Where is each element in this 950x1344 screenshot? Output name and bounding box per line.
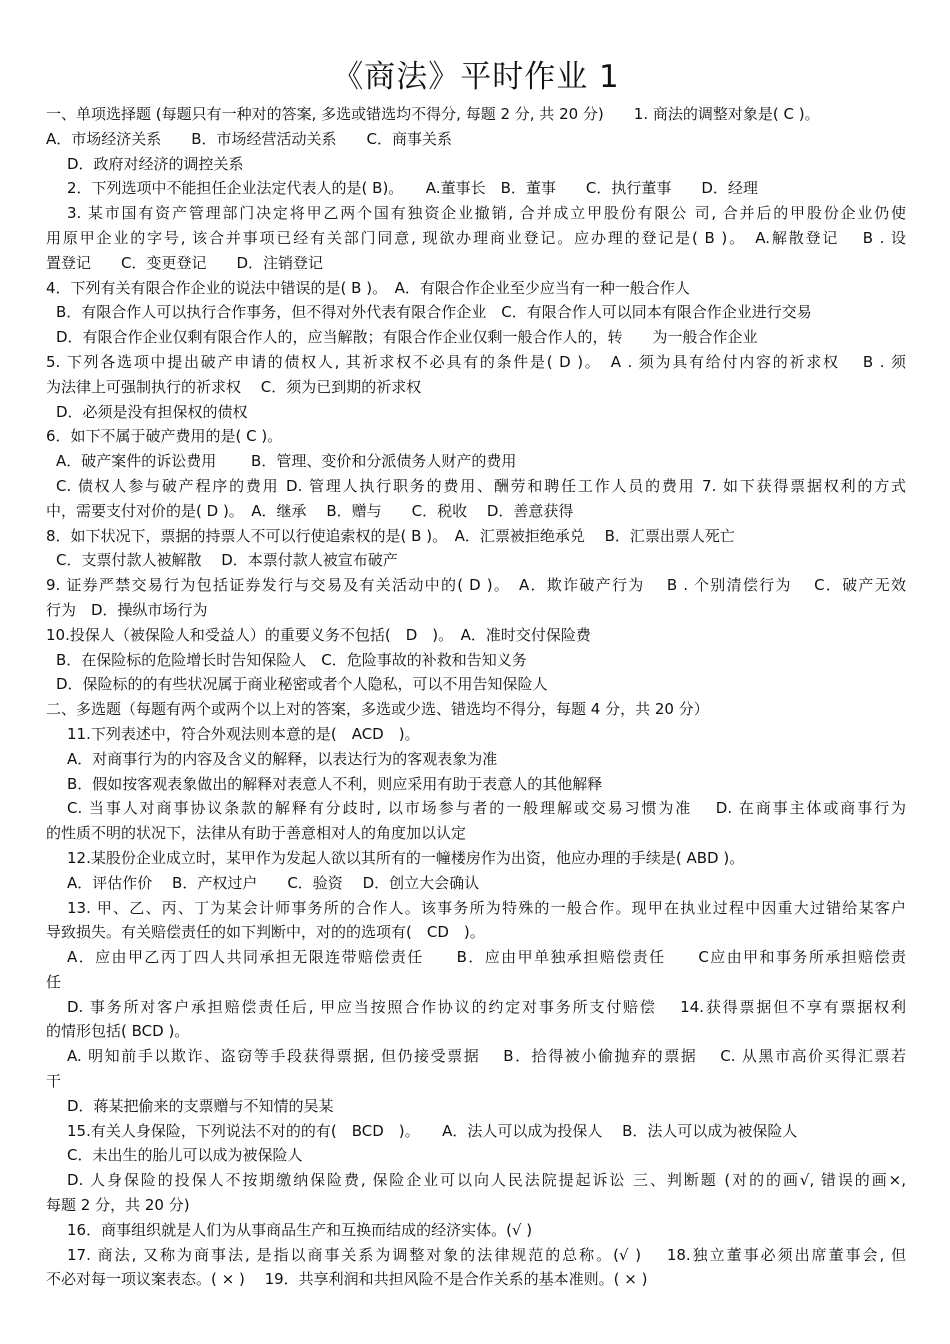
text-line: 行为 D．操纵市场行为: [46, 600, 208, 619]
text-line: 干: [46, 1072, 62, 1091]
text-line: A．市场经济关系 B．市场经营活动关系 C．商事关系: [46, 129, 453, 148]
text-line: 二、多选题（每题有两个或两个以上对的答案，多选或少选、错选均不得分，每题 4 分，共 20 分）: [46, 700, 709, 719]
text-line: B．有限合作人可以执行合作事务，但不得对外代表有限合作企业 C．有限合作人可以同本有限合作企业进行交易: [56, 303, 812, 322]
text-line: 2．下列选项中不能担任企业法定代表人的是( B)。 A.董事长 B．董事 C．执行董事 D．经理: [67, 179, 758, 198]
document-page: [46, 54, 906, 1292]
text-line: 11.下列表述中，符合外观法则本意的是( ACD )。: [67, 724, 420, 743]
text-line: A．破产案件的诉讼费用 B．管理、变价和分派债务人财产的费用: [56, 452, 517, 471]
text-line: 为法律上可强制执行的祈求权 C．须为已到期的祈求权: [46, 377, 422, 396]
text-line: D. 人身保险的投保人不按期缴纳保险费, 保险企业可以向人民法院提起诉讼 三、判断题 (对的的画√, 错误的画×,: [67, 1171, 906, 1190]
text-line: D．政府对经济的调控关系: [67, 154, 244, 173]
text-line: 每题 2 分，共 20 分): [46, 1196, 190, 1215]
text-line: 16．商事组织就是人们为从事商品生产和互换而结成的经济实体。(√ ): [67, 1220, 533, 1239]
text-line: D．必须是没有担保权的债权: [56, 402, 248, 421]
text-line: 8．如下状况下，票据的持票人不可以行使追索权的是( B )。 A．汇票被拒绝承兑 B．汇票出票人死亡: [46, 526, 735, 545]
text-line: D．蒋某把偷来的支票赠与不知情的吴某: [67, 1096, 334, 1115]
text-line: 的情形包括( BCD )。: [46, 1022, 190, 1041]
text-line: D．保险标的的有些状况属于商业秘密或者个人隐私，可以不用告知保险人: [56, 675, 548, 694]
text-line: A．对商事行为的内容及含义的解释，以表达行为的客观表象为准: [67, 749, 498, 768]
text-line: 15.有关人身保险，下列说法不对的的有( BCD )。 A．法人可以成为投保人 B．法人可以成为被保险人: [67, 1121, 798, 1140]
text-line: 13. 甲、乙、丙、丁为某会计师事务所的合作人。该事务所为特殊的一般合作。现甲在执业过程中因重大过错给某客户: [67, 898, 906, 917]
text-line: 17. 商法, 又称为商事法, 是指以商事关系为调整对象的法律规范的总称。(√ ) 18.独立董事必须出席董事会, 但: [67, 1245, 906, 1264]
text-line: A．应由甲乙丙丁四人共同承担无限连带赔偿责任 B．应由甲单独承担赔偿责任 C应由甲和事务所承担赔偿责: [67, 948, 906, 967]
text-line: B．在保险标的危险增长时告知保险人 C．危险事故的补救和告知义务: [56, 650, 527, 669]
text-line: 中，需要支付对价的是( D )。 A．继承 B．赠与 C．税收 D．善意获得: [46, 501, 574, 520]
text-line: 5. 下列各选项中提出破产申请的债权人, 其祈求权不必具有的条件是( D )。 A . 须为具有给付内容的祈求权 B . 须: [46, 352, 906, 371]
text-line: B．假如按客观表象做出的解释对表意人不利，则应采用有助于表意人的其他解释: [67, 774, 603, 793]
text-line: A．评估作价 B．产权过户 C．验资 D．创立大会确认: [67, 873, 480, 892]
text-line: D．有限合作企业仅剩有限合作人的，应当解散；有限合作企业仅剩一般合作人的，转 为一般合作企业: [56, 328, 758, 347]
text-line: 10.投保人（被保险人和受益人）的重要义务不包括( D )。 A．准时交付保险费: [46, 625, 591, 644]
text-line: 任: [46, 972, 62, 991]
text-line: 6．如下不属于破产费用的是( C )。: [46, 427, 283, 446]
text-line: C. 当事人对商事协议条款的解释有分歧时, 以市场参与者的一般理解或交易习惯为准 D. 在商事主体或商事行为: [67, 799, 906, 818]
text-line: 导致损失。有关赔偿责任的如下判断中，对的的选项有( CD )。: [46, 923, 485, 942]
text-line: 3. 某市国有资产管理部门决定将甲乙两个国有独资企业撤销, 合并成立甲股份有限公 司, 合并后的甲股份企业仍使: [67, 204, 906, 223]
text-line: C. 债权人参与破产程序的费用 D. 管理人执行职务的费用、酬劳和聘任工作人员的费用 7. 如下获得票据权利的方式: [56, 476, 906, 495]
text-line: 4．下列有关有限合作企业的说法中错误的是( B )。 A．有限合作企业至少应当有一种一般合作人: [46, 278, 690, 297]
text-line: 置登记 C．变更登记 D．注销登记: [46, 253, 324, 272]
text-line: D. 事务所对客户承担赔偿责任后, 甲应当按照合作协议的约定对事务所支付赔偿 14.获得票据但不享有票据权利: [67, 997, 906, 1016]
text-line: C．未出生的胎儿可以成为被保险人: [67, 1146, 303, 1165]
text-line: 用原甲企业的字号, 该合并事项已经有关部门同意, 现欲办理商业登记。应办理的登记是( B )。 A.解散登记 B . 设: [46, 228, 906, 247]
text-line: C．支票付款人被解散 D．本票付款人被宣布破产: [56, 551, 398, 570]
document-title: 《商法》平时作业 1: [332, 59, 620, 95]
text-line: 一、单项选择题 (每题只有一种对的答案, 多选或错选均不得分, 每题 2 分, 共 20 分) 1. 商法的调整对象是( C )。: [46, 105, 820, 123]
text-line: A. 明知前手以欺诈、盗窃等手段获得票据, 但仍接受票据 B．拾得被小偷抛弃的票据 C. 从黑市高价买得汇票若: [67, 1047, 906, 1066]
text-line: 不必对每一项议案表态。( × ) 19．共享利润和共担风险不是合作关系的基本准则。( × ): [46, 1270, 648, 1289]
text-line: 的性质不明的状况下，法律从有助于善意相对人的角度加以认定: [46, 824, 467, 843]
text-line: 12.某股份企业成立时，某甲作为发起人欲以其所有的一幢楼房作为出资，他应办理的手续是( ABD )。: [67, 848, 745, 867]
text-line: 9. 证券严禁交易行为包括证券发行与交易及有关活动中的( D )。 A．欺诈破产行为 B . 个别清偿行为 C．破产无效: [46, 576, 906, 595]
document-body: [46, 102, 906, 1292]
